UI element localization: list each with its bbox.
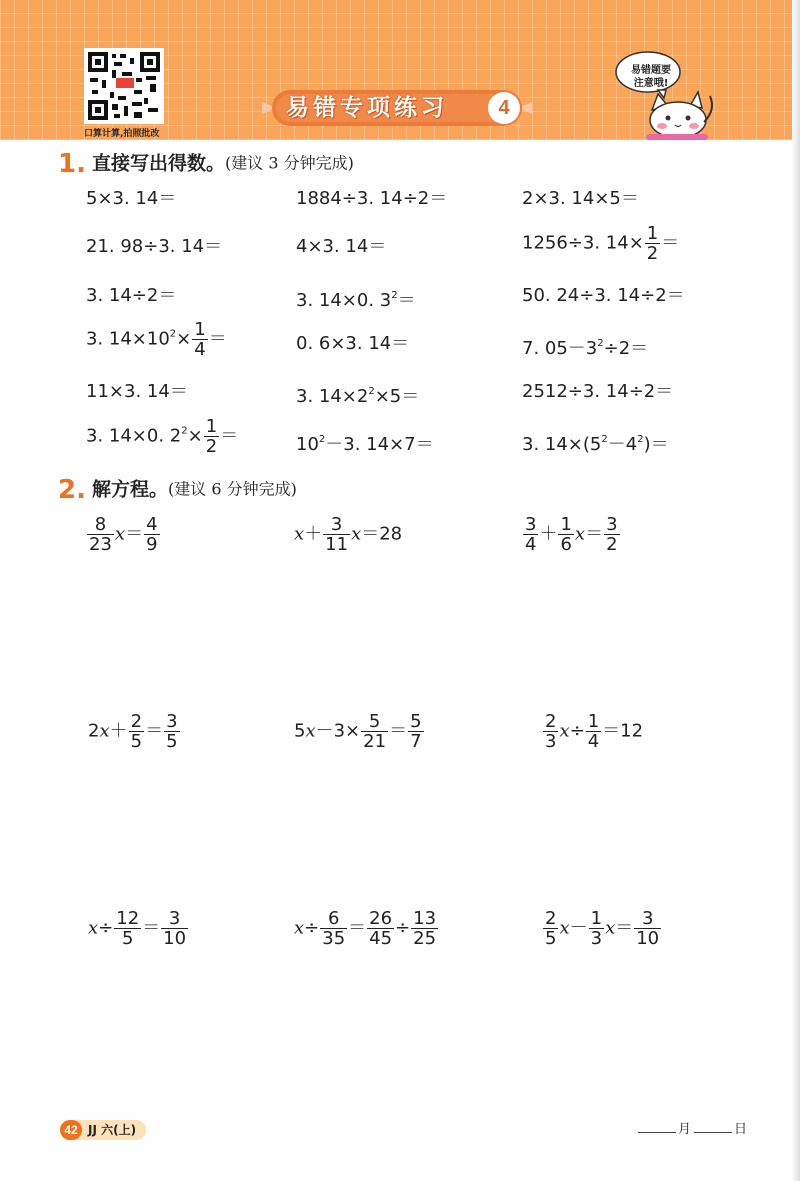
calc-item: 1256÷3. 14× $\frac{1}{2}$ ＝ [522,223,680,264]
title-banner [262,88,532,128]
qr-code[interactable] [84,48,164,124]
equation: 5x－3× $\frac{5}{21}$ ＝ $\frac{5}{7}$ [294,711,422,752]
section-number: 1. [58,148,86,179]
fraction: $\frac{1}{4}$ [194,319,206,360]
calc-item: 0. 6×3. 14＝ [296,333,410,354]
mascot-speech [620,64,682,90]
section-number: 2. [58,474,86,505]
equation: x＋ $\frac{3}{11}$ x＝28 [294,514,403,555]
calc-item: 3. $14\times 10^2\times$ $\frac{1}{4}$ ＝ [86,319,227,360]
calc-item: 1884÷3. 14÷2＝ [296,188,448,209]
equation: x÷ $\frac{12}{5}$ ＝ $\frac{3}{10}$ [88,908,187,949]
calc-item: 3. 14×0. $3^2=$ [296,290,416,311]
grade-label: JJ 六(上) [88,1123,137,1137]
equation: $\frac{2}{5}$ x－ $\frac{1}{3}$ x＝ $\frac{3}{10}$ [545,908,660,949]
calc-item: 3. $14\times(5^2-4^2)=$ [522,434,669,455]
calc-item: 21. 98÷3. 14＝ [86,236,223,257]
qr-caption: 口算计算,拍照批改 [84,129,160,139]
calc-item: 7. $05-3^2\div 2=$ [522,338,649,359]
section-note: (建议 3 分钟完成) [224,153,354,173]
section-note: (建议 6 分钟完成) [167,479,297,499]
day-blank[interactable] [694,1132,732,1133]
equation: x÷ $\frac{6}{35}$ ＝ $\frac{26}{45}$ ÷ $\frac{13}{25}$ [294,908,437,949]
month-label: 月 [678,1122,692,1137]
equation: 2x＋ $\frac{2}{5}$ ＝ $\frac{3}{5}$ [88,711,178,752]
calc-item: $10^2-3$. 14×7＝ [296,434,434,455]
calc-item: 3. 14÷2＝ [86,285,177,306]
equation: $\frac{3}{4}$ ＋ $\frac{1}{6}$ x＝ $\frac{3}{2}$ [525,514,618,555]
page-title: 易错专项练习 [286,95,448,121]
fraction: $\frac{1}{2}$ [205,416,218,457]
calc-item: 11×3. 14＝ [86,381,188,402]
fraction: $\frac{1}{2}$ [646,223,659,264]
page-title-number: 4 [488,92,520,124]
section-title: 解方程。 [91,478,168,501]
equation: $\frac{2}{3}$ x÷ $\frac{1}{4}$ ＝12 [545,711,644,752]
calc-item: 5×3. 14＝ [86,188,177,209]
calc-item: 3. 14×0. $2^2\times$ $\frac{1}{2}$ ＝ [86,416,239,457]
section-1-heading [58,148,354,178]
calc-item: 50. 24÷3. 14÷2＝ [522,285,685,306]
month-blank[interactable] [638,1132,676,1133]
qr-code-icon [88,52,160,120]
section-2-heading [58,474,297,504]
mascot-speech-line: 易错题要 [631,65,671,76]
calc-item: 3. $14\times 2^2\times 5=$ [296,386,420,407]
page-number: 42 [60,1120,82,1140]
section-title: 直接写出得数。 [91,152,225,175]
calc-item: 4×3. 14＝ [296,236,387,257]
calc-item: 2512÷3. 14÷2＝ [522,381,674,402]
day-label: 日 [734,1122,748,1137]
page-edge [792,0,800,1181]
mascot-speech-line: 注意哦! [633,78,669,89]
calc-item: 2×3. 14×5＝ [522,188,639,209]
equation: $\frac{8}{23}$ x＝ $\frac{4}{9}$ [89,514,158,555]
